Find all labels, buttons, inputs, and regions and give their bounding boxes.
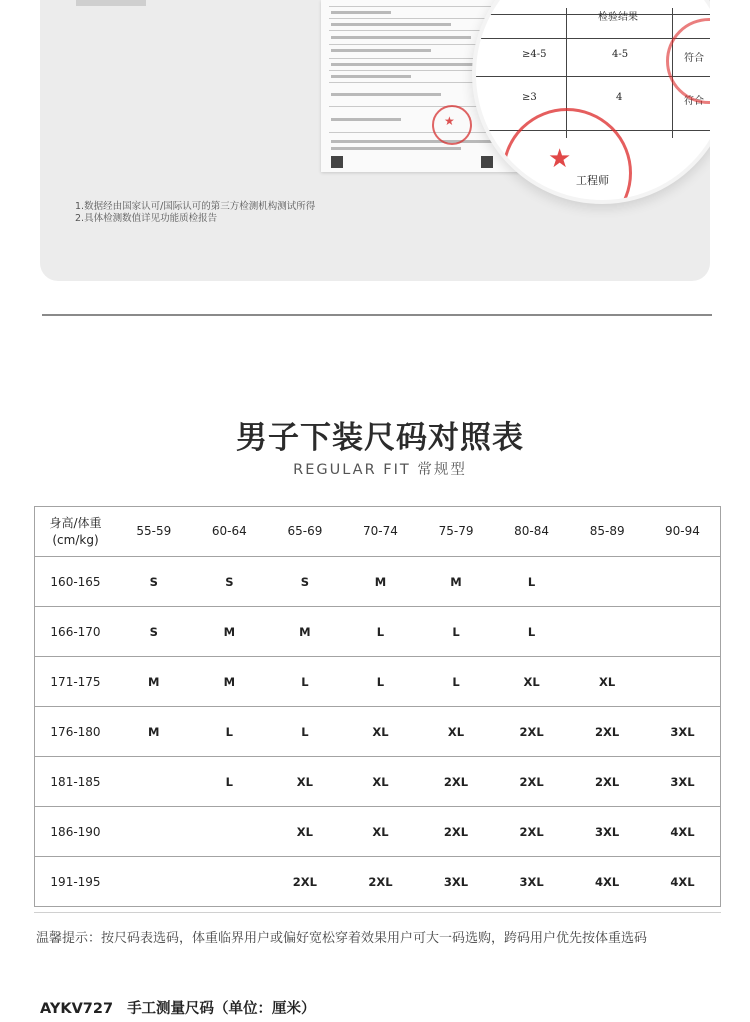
size-cell: 2XL bbox=[494, 807, 570, 857]
size-cell: XL bbox=[418, 707, 494, 757]
qr-code-icon bbox=[481, 156, 493, 168]
size-cell: 2XL bbox=[267, 857, 343, 907]
size-cell: 2XL bbox=[343, 857, 419, 907]
size-cell: XL bbox=[267, 807, 343, 857]
table-row bbox=[35, 657, 721, 707]
report-notes bbox=[75, 201, 315, 225]
corner-label-line2: (cm/kg) bbox=[52, 532, 99, 547]
height-cell: 176-180 bbox=[35, 707, 117, 757]
height-cell: 171-175 bbox=[35, 657, 117, 707]
size-cell: L bbox=[267, 707, 343, 757]
height-cell: 186-190 bbox=[35, 807, 117, 857]
table-row bbox=[35, 857, 721, 907]
size-cell: M bbox=[116, 657, 192, 707]
size-cell: 2XL bbox=[418, 757, 494, 807]
size-cell: L bbox=[343, 657, 419, 707]
size-cell: L bbox=[418, 607, 494, 657]
size-cell: XL bbox=[569, 657, 645, 707]
size-cell: 3XL bbox=[645, 757, 721, 807]
stamp-star-icon: ★ bbox=[444, 114, 455, 128]
table-row bbox=[35, 557, 721, 607]
size-cell: M bbox=[343, 557, 419, 607]
size-cell: S bbox=[267, 557, 343, 607]
test-report-panel bbox=[40, 0, 710, 281]
weight-header: 55-59 bbox=[116, 507, 192, 557]
size-tip: 温馨提示：按尺码表选码，体重临界用户或偏好宽松穿着效果用户可大一码选购，跨码用户优先按体重选码 bbox=[36, 931, 648, 946]
size-cell: 3XL bbox=[418, 857, 494, 907]
weight-header: 75-79 bbox=[418, 507, 494, 557]
tip-divider bbox=[34, 912, 721, 913]
verdict-value: 符合 bbox=[684, 96, 704, 107]
size-cell bbox=[645, 657, 721, 707]
table-row bbox=[35, 707, 721, 757]
size-cell: 4XL bbox=[645, 857, 721, 907]
model-number: AYKV727 bbox=[40, 1001, 114, 1017]
size-cell: 2XL bbox=[569, 707, 645, 757]
result-value: 4-5 bbox=[612, 49, 629, 60]
result-value: 4 bbox=[616, 92, 623, 103]
size-cell: 2XL bbox=[569, 757, 645, 807]
size-cell: 2XL bbox=[494, 707, 570, 757]
size-cell: L bbox=[192, 757, 268, 807]
size-cell bbox=[116, 807, 192, 857]
size-cell: XL bbox=[494, 657, 570, 707]
size-cell: XL bbox=[343, 807, 419, 857]
corner-label-line1: 身高/体重 bbox=[49, 515, 102, 530]
size-cell: L bbox=[494, 557, 570, 607]
size-chart-title: 男子下装尺码对照表 bbox=[236, 420, 524, 456]
table-header-row bbox=[35, 507, 721, 557]
size-cell: XL bbox=[343, 707, 419, 757]
size-cell: S bbox=[116, 557, 192, 607]
weight-header: 70-74 bbox=[343, 507, 419, 557]
size-cell bbox=[645, 607, 721, 657]
size-cell: S bbox=[192, 557, 268, 607]
table-row bbox=[35, 757, 721, 807]
size-cell bbox=[645, 557, 721, 607]
table-row bbox=[35, 607, 721, 657]
size-cell bbox=[569, 557, 645, 607]
size-cell: L bbox=[192, 707, 268, 757]
size-cell: M bbox=[192, 607, 268, 657]
size-cell: 2XL bbox=[494, 757, 570, 807]
size-cell bbox=[116, 857, 192, 907]
size-cell: M bbox=[192, 657, 268, 707]
qr-code-icon bbox=[331, 156, 343, 168]
corner-header bbox=[35, 507, 117, 557]
weight-header: 60-64 bbox=[192, 507, 268, 557]
height-cell: 166-170 bbox=[35, 607, 117, 657]
signer-label: 工程师 bbox=[576, 174, 609, 187]
requirement-value: ≥3 bbox=[522, 92, 537, 103]
stamp-star-icon: ★ bbox=[548, 144, 572, 174]
fit-subtitle: REGULAR FIT 常规型 bbox=[293, 462, 467, 478]
report-magnifier bbox=[472, 0, 710, 204]
size-cell: M bbox=[267, 607, 343, 657]
height-cell: 181-185 bbox=[35, 757, 117, 807]
size-cell bbox=[569, 607, 645, 657]
size-cell: 3XL bbox=[569, 807, 645, 857]
size-cell bbox=[192, 807, 268, 857]
section-divider bbox=[42, 314, 712, 316]
size-cell: M bbox=[418, 557, 494, 607]
weight-header: 80-84 bbox=[494, 507, 570, 557]
measurement-heading bbox=[40, 997, 316, 1018]
table-row bbox=[35, 807, 721, 857]
size-cell: 3XL bbox=[645, 707, 721, 757]
size-cell: 2XL bbox=[418, 807, 494, 857]
size-cell: S bbox=[116, 607, 192, 657]
size-cell: 3XL bbox=[494, 857, 570, 907]
size-cell: L bbox=[343, 607, 419, 657]
weight-header: 90-94 bbox=[645, 507, 721, 557]
measurement-label: 手工测量尺码（单位：厘米） bbox=[127, 1001, 316, 1017]
height-cell: 160-165 bbox=[35, 557, 117, 607]
panel-heading-bar bbox=[76, 0, 146, 6]
size-cell: 4XL bbox=[569, 857, 645, 907]
result-header: 检验结果 bbox=[598, 12, 638, 23]
size-cell: XL bbox=[267, 757, 343, 807]
weight-header: 65-69 bbox=[267, 507, 343, 557]
requirement-value: ≥4-5 bbox=[522, 49, 547, 60]
verdict-value: 符合 bbox=[684, 53, 704, 64]
size-cell bbox=[116, 757, 192, 807]
size-chart-table bbox=[34, 506, 721, 907]
size-cell: L bbox=[418, 657, 494, 707]
size-cell: M bbox=[116, 707, 192, 757]
weight-header: 85-89 bbox=[569, 507, 645, 557]
size-cell: XL bbox=[343, 757, 419, 807]
size-cell: L bbox=[267, 657, 343, 707]
size-cell: L bbox=[494, 607, 570, 657]
size-cell bbox=[192, 857, 268, 907]
size-cell: 4XL bbox=[645, 807, 721, 857]
report-note: 1.数据经由国家认可/国际认可的第三方检测机构测试所得 bbox=[75, 201, 316, 212]
report-note: 2.具体检测数值详见功能质检报告 bbox=[75, 213, 218, 224]
height-cell: 191-195 bbox=[35, 857, 117, 907]
